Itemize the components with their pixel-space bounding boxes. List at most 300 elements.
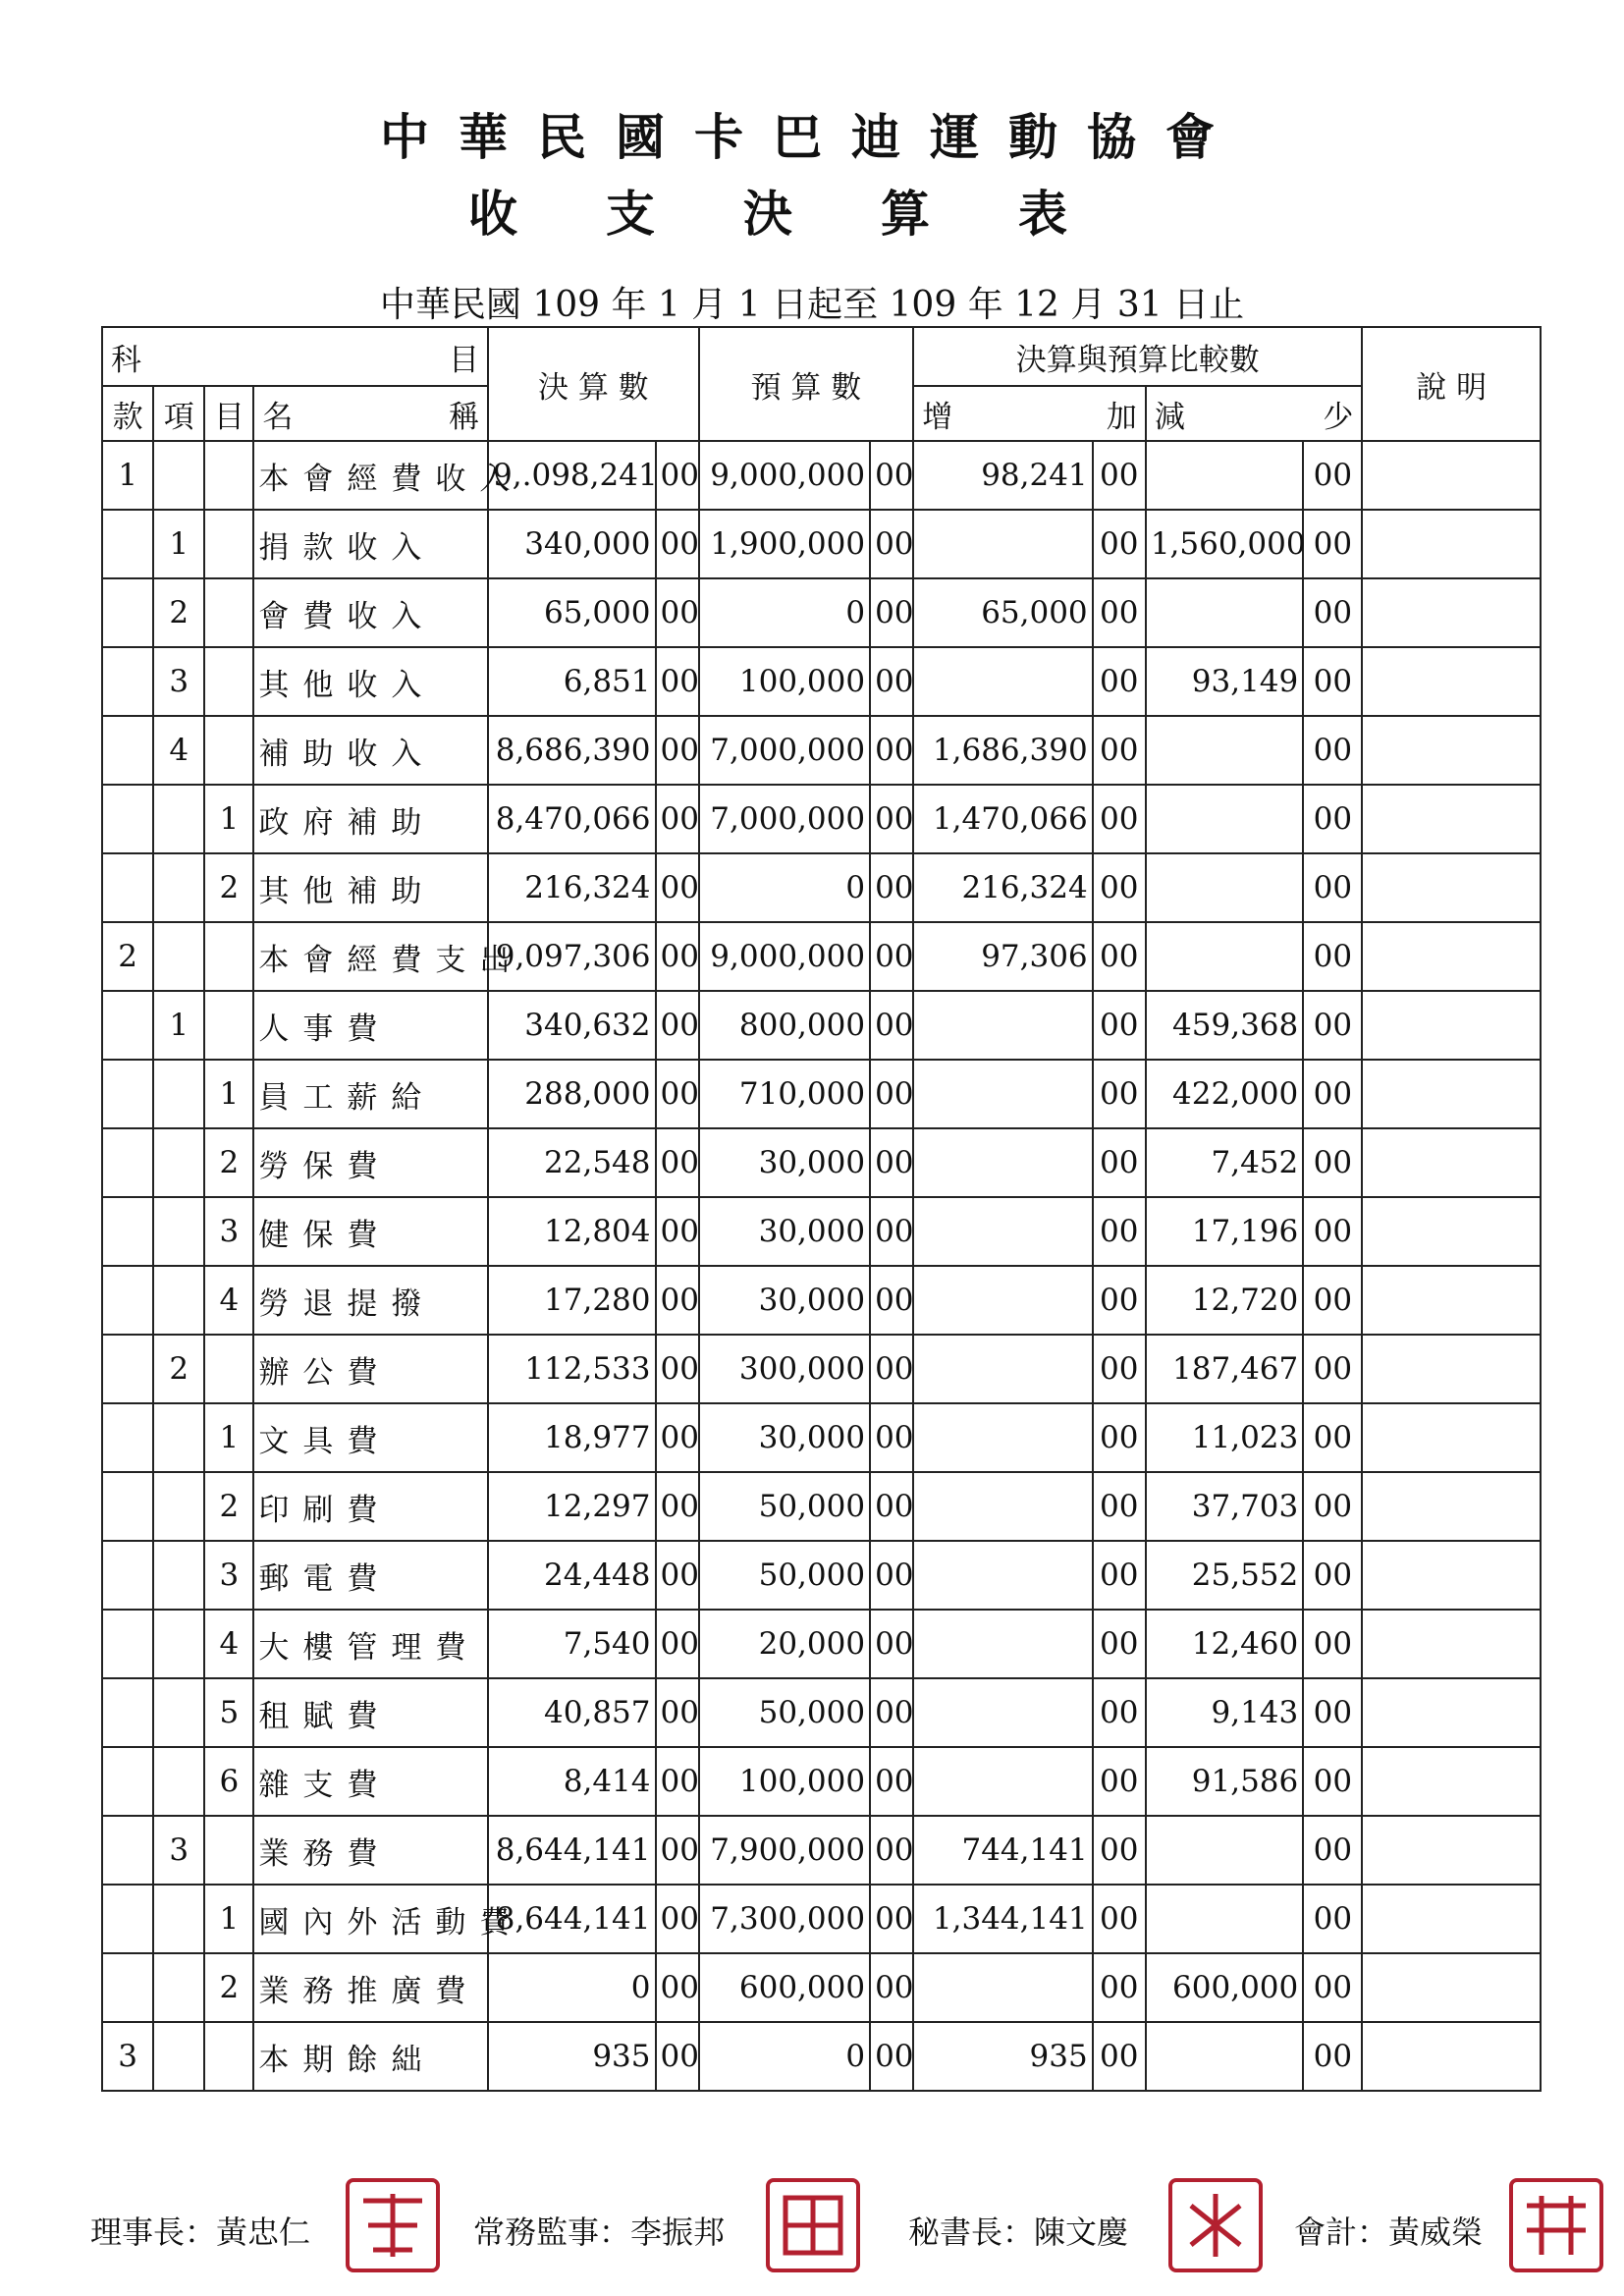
chairman-seal — [346, 2178, 440, 2272]
cell-decrease — [1146, 922, 1303, 991]
cell-xiang: 3 — [153, 647, 204, 716]
cell-kuan — [102, 1335, 153, 1403]
cell-kuan — [102, 1128, 153, 1197]
seal-glyph-icon — [774, 2186, 852, 2265]
cell-name: 郵電費 — [253, 1541, 488, 1610]
cell-mu — [204, 647, 253, 716]
cell-mu — [204, 716, 253, 785]
cell-mu — [204, 922, 253, 991]
cell-xiang — [153, 1266, 204, 1335]
cell-actual-dec: 00 — [656, 1610, 699, 1678]
cell-budget-dec: 00 — [870, 1335, 913, 1403]
table-row — [102, 1472, 1541, 1541]
cell-increase-dec: 00 — [1093, 510, 1146, 578]
cell-increase — [913, 647, 1092, 716]
cell-remark — [1362, 853, 1541, 922]
cell-increase — [913, 1060, 1092, 1128]
cell-decrease-dec: 00 — [1303, 1335, 1362, 1403]
cell-actual-dec: 00 — [656, 1747, 699, 1816]
table-row — [102, 510, 1541, 578]
cell-increase-dec: 00 — [1093, 1060, 1146, 1128]
cell-budget: 7,900,000 — [699, 1816, 870, 1885]
cell-decrease-dec: 00 — [1303, 1816, 1362, 1885]
cell-increase-dec: 00 — [1093, 441, 1146, 510]
cell-budget-dec: 00 — [870, 853, 913, 922]
cell-increase: 744,141 — [913, 1816, 1092, 1885]
cell-remark — [1362, 1816, 1541, 1885]
remarks-header: 說 明 — [1362, 327, 1541, 441]
cell-budget-dec: 00 — [870, 1472, 913, 1541]
cell-decrease: 37,703 — [1146, 1472, 1303, 1541]
cell-name: 會費收入 — [253, 578, 488, 647]
cell-actual: 0 — [488, 1953, 655, 2022]
cell-increase: 1,470,066 — [913, 785, 1092, 853]
cell-increase-dec: 00 — [1093, 1197, 1146, 1266]
cell-actual: 935 — [488, 2022, 655, 2091]
cell-mu: 5 — [204, 1678, 253, 1747]
seal-glyph-icon — [1517, 2186, 1596, 2265]
cell-actual-dec: 00 — [656, 647, 699, 716]
cell-actual-dec: 00 — [656, 1953, 699, 2022]
cell-increase — [913, 1403, 1092, 1472]
cell-mu: 6 — [204, 1747, 253, 1816]
cell-budget-dec: 00 — [870, 1816, 913, 1885]
cell-budget: 600,000 — [699, 1953, 870, 2022]
cell-decrease-dec: 00 — [1303, 510, 1362, 578]
cell-actual: 9,.098,241 — [488, 441, 655, 510]
table-row — [102, 1541, 1541, 1610]
kuan-header: 款 — [102, 386, 153, 441]
cell-actual-dec: 00 — [656, 1128, 699, 1197]
cell-actual-dec: 00 — [656, 1335, 699, 1403]
cell-actual: 17,280 — [488, 1266, 655, 1335]
cell-mu: 1 — [204, 1403, 253, 1472]
cell-name: 文具費 — [253, 1403, 488, 1472]
cell-decrease: 11,023 — [1146, 1403, 1303, 1472]
cell-kuan: 1 — [102, 441, 153, 510]
cell-remark — [1362, 922, 1541, 991]
table-row — [102, 1610, 1541, 1678]
cell-increase-dec: 00 — [1093, 1266, 1146, 1335]
cell-budget: 300,000 — [699, 1335, 870, 1403]
cell-increase — [913, 1678, 1092, 1747]
cell-increase-dec: 00 — [1093, 1816, 1146, 1885]
cell-increase-dec: 00 — [1093, 1128, 1146, 1197]
table-row — [102, 1197, 1541, 1266]
table-row — [102, 1816, 1541, 1885]
cell-budget-dec: 00 — [870, 1060, 913, 1128]
cell-name: 國內外活動費 — [253, 1885, 488, 1953]
cell-budget: 30,000 — [699, 1403, 870, 1472]
cell-kuan — [102, 1816, 153, 1885]
cell-decrease — [1146, 1885, 1303, 1953]
cell-mu — [204, 578, 253, 647]
cell-remark — [1362, 1747, 1541, 1816]
cell-mu: 1 — [204, 1885, 253, 1953]
cell-xiang — [153, 1060, 204, 1128]
cell-increase — [913, 510, 1092, 578]
cell-actual: 8,644,141 — [488, 1816, 655, 1885]
cell-increase-dec: 00 — [1093, 1610, 1146, 1678]
cell-actual: 8,470,066 — [488, 785, 655, 853]
cell-budget-dec: 00 — [870, 785, 913, 853]
cell-name: 辦公費 — [253, 1335, 488, 1403]
table-row — [102, 1060, 1541, 1128]
cell-kuan: 2 — [102, 922, 153, 991]
cell-increase — [913, 1472, 1092, 1541]
cell-budget-dec: 00 — [870, 922, 913, 991]
cell-actual-dec: 00 — [656, 785, 699, 853]
cell-actual-dec: 00 — [656, 853, 699, 922]
cell-increase-dec: 00 — [1093, 1885, 1146, 1953]
cell-xiang — [153, 2022, 204, 2091]
cell-kuan — [102, 991, 153, 1060]
cell-decrease-dec: 00 — [1303, 1885, 1362, 1953]
cell-remark — [1362, 441, 1541, 510]
cell-mu: 2 — [204, 853, 253, 922]
cell-remark — [1362, 1678, 1541, 1747]
cell-mu: 3 — [204, 1541, 253, 1610]
table-body — [102, 441, 1541, 2091]
cell-actual: 22,548 — [488, 1128, 655, 1197]
cell-budget: 0 — [699, 853, 870, 922]
cell-increase — [913, 1953, 1092, 2022]
cell-remark — [1362, 1472, 1541, 1541]
cell-mu: 1 — [204, 785, 253, 853]
cell-xiang — [153, 441, 204, 510]
document-subtitle: 收支決算表 — [468, 185, 1156, 243]
cell-remark — [1362, 785, 1541, 853]
cell-budget-dec: 00 — [870, 1610, 913, 1678]
cell-budget: 30,000 — [699, 1197, 870, 1266]
cell-actual-dec: 00 — [656, 1060, 699, 1128]
name-header: 名 稱 — [253, 386, 488, 441]
cell-decrease — [1146, 2022, 1303, 2091]
accountant-label: 會計：黃威榮 — [1294, 2214, 1484, 2251]
cell-increase — [913, 1128, 1092, 1197]
cell-decrease: 91,586 — [1146, 1747, 1303, 1816]
cell-budget-dec: 00 — [870, 1678, 913, 1747]
increase-header: 增 加 — [913, 386, 1146, 441]
table-row — [102, 2022, 1541, 2091]
cell-budget-dec: 00 — [870, 1747, 913, 1816]
cell-increase-dec: 00 — [1093, 1747, 1146, 1816]
subject-header: 科 目 — [102, 327, 488, 386]
cell-decrease-dec: 00 — [1303, 991, 1362, 1060]
cell-actual: 340,000 — [488, 510, 655, 578]
financial-table — [101, 326, 1542, 2092]
cell-increase — [913, 1541, 1092, 1610]
cell-decrease-dec: 00 — [1303, 578, 1362, 647]
cell-budget: 100,000 — [699, 647, 870, 716]
cell-actual-dec: 00 — [656, 716, 699, 785]
cell-name: 雜支費 — [253, 1747, 488, 1816]
cell-increase-dec: 00 — [1093, 1953, 1146, 2022]
cell-actual-dec: 00 — [656, 1885, 699, 1953]
cell-decrease-dec: 00 — [1303, 785, 1362, 853]
cell-remark — [1362, 716, 1541, 785]
cell-decrease-dec: 00 — [1303, 1128, 1362, 1197]
cell-budget: 50,000 — [699, 1541, 870, 1610]
decrease-header: 減 少 — [1146, 386, 1363, 441]
cell-actual-dec: 00 — [656, 1678, 699, 1747]
cell-mu — [204, 2022, 253, 2091]
cell-kuan — [102, 1266, 153, 1335]
cell-decrease — [1146, 1816, 1303, 1885]
cell-increase: 98,241 — [913, 441, 1092, 510]
cell-remark — [1362, 1541, 1541, 1610]
cell-mu — [204, 441, 253, 510]
cell-actual: 8,644,141 — [488, 1885, 655, 1953]
table-row — [102, 922, 1541, 991]
cell-budget-dec: 00 — [870, 578, 913, 647]
cell-decrease: 422,000 — [1146, 1060, 1303, 1128]
cell-actual-dec: 00 — [656, 441, 699, 510]
cell-actual: 18,977 — [488, 1403, 655, 1472]
cell-mu: 3 — [204, 1197, 253, 1266]
table-row — [102, 441, 1541, 510]
cell-decrease-dec: 00 — [1303, 1678, 1362, 1747]
cell-decrease: 17,196 — [1146, 1197, 1303, 1266]
cell-xiang: 2 — [153, 1335, 204, 1403]
cell-actual-dec: 00 — [656, 1816, 699, 1885]
cell-budget-dec: 00 — [870, 1953, 913, 2022]
cell-decrease: 12,720 — [1146, 1266, 1303, 1335]
cell-mu: 1 — [204, 1060, 253, 1128]
cell-increase-dec: 00 — [1093, 785, 1146, 853]
cell-actual-dec: 00 — [656, 991, 699, 1060]
cell-name: 補助收入 — [253, 716, 488, 785]
cell-increase — [913, 1266, 1092, 1335]
cell-mu — [204, 510, 253, 578]
cell-mu — [204, 991, 253, 1060]
table-row — [102, 1678, 1541, 1747]
signature-area — [0, 2170, 1624, 2278]
cell-kuan: 3 — [102, 2022, 153, 2091]
cell-actual: 12,804 — [488, 1197, 655, 1266]
table-row — [102, 1335, 1541, 1403]
cell-increase-dec: 00 — [1093, 991, 1146, 1060]
cell-decrease — [1146, 853, 1303, 922]
seal-glyph-icon — [1176, 2186, 1255, 2265]
cell-name: 員工薪給 — [253, 1060, 488, 1128]
cell-xiang — [153, 853, 204, 922]
cell-actual: 288,000 — [488, 1060, 655, 1128]
cell-xiang — [153, 1128, 204, 1197]
cell-name: 印刷費 — [253, 1472, 488, 1541]
cell-remark — [1362, 647, 1541, 716]
cell-name: 捐款收入 — [253, 510, 488, 578]
cell-increase-dec: 00 — [1093, 2022, 1146, 2091]
cell-actual: 112,533 — [488, 1335, 655, 1403]
cell-xiang — [153, 1885, 204, 1953]
cell-actual: 7,540 — [488, 1610, 655, 1678]
cell-kuan — [102, 1610, 153, 1678]
cell-budget: 0 — [699, 2022, 870, 2091]
cell-decrease-dec: 00 — [1303, 1197, 1362, 1266]
cell-actual-dec: 00 — [656, 1197, 699, 1266]
cell-budget: 9,000,000 — [699, 922, 870, 991]
cell-decrease-dec: 00 — [1303, 922, 1362, 991]
cell-xiang — [153, 1197, 204, 1266]
cell-name: 本會經費收入 — [253, 441, 488, 510]
cell-budget: 50,000 — [699, 1472, 870, 1541]
cell-name: 業務費 — [253, 1816, 488, 1885]
cell-xiang — [153, 1472, 204, 1541]
cell-decrease: 9,143 — [1146, 1678, 1303, 1747]
cell-budget-dec: 00 — [870, 1541, 913, 1610]
cell-kuan — [102, 647, 153, 716]
comparison-header: 決算與預算比較數 — [913, 327, 1362, 386]
cell-name: 勞保費 — [253, 1128, 488, 1197]
cell-actual-dec: 00 — [656, 922, 699, 991]
cell-decrease: 12,460 — [1146, 1610, 1303, 1678]
cell-increase-dec: 00 — [1093, 647, 1146, 716]
cell-xiang — [153, 1678, 204, 1747]
cell-name: 租賦費 — [253, 1678, 488, 1747]
cell-name: 本期餘絀 — [253, 2022, 488, 2091]
supervisor-seal — [766, 2178, 860, 2272]
budget-header: 預 算 數 — [699, 327, 914, 441]
cell-decrease-dec: 00 — [1303, 1541, 1362, 1610]
seal-glyph-icon — [353, 2186, 432, 2265]
table-row — [102, 991, 1541, 1060]
cell-budget: 7,000,000 — [699, 716, 870, 785]
cell-kuan — [102, 785, 153, 853]
cell-remark — [1362, 1403, 1541, 1472]
cell-decrease: 93,149 — [1146, 647, 1303, 716]
cell-actual-dec: 00 — [656, 1541, 699, 1610]
cell-kuan — [102, 510, 153, 578]
cell-remark — [1362, 510, 1541, 578]
cell-actual-dec: 00 — [656, 578, 699, 647]
secretary-label: 秘書長：陳文慶 — [908, 2214, 1129, 2251]
cell-decrease — [1146, 785, 1303, 853]
table-row — [102, 1953, 1541, 2022]
cell-name: 政府補助 — [253, 785, 488, 853]
cell-increase: 65,000 — [913, 578, 1092, 647]
cell-budget: 50,000 — [699, 1678, 870, 1747]
cell-decrease-dec: 00 — [1303, 441, 1362, 510]
cell-budget-dec: 00 — [870, 1197, 913, 1266]
report-period: 中華民國 109 年 1 月 1 日起至 109 年 12 月 31 日止 — [379, 285, 1245, 325]
cell-increase-dec: 00 — [1093, 716, 1146, 785]
table-row — [102, 578, 1541, 647]
cell-actual-dec: 00 — [656, 510, 699, 578]
cell-actual: 12,297 — [488, 1472, 655, 1541]
cell-decrease: 187,467 — [1146, 1335, 1303, 1403]
cell-kuan — [102, 1541, 153, 1610]
cell-remark — [1362, 991, 1541, 1060]
cell-actual-dec: 00 — [656, 1472, 699, 1541]
cell-budget: 7,000,000 — [699, 785, 870, 853]
cell-remark — [1362, 578, 1541, 647]
cell-mu: 2 — [204, 1128, 253, 1197]
cell-budget-dec: 00 — [870, 991, 913, 1060]
cell-budget: 1,900,000 — [699, 510, 870, 578]
cell-increase-dec: 00 — [1093, 1541, 1146, 1610]
cell-increase-dec: 00 — [1093, 853, 1146, 922]
cell-increase-dec: 00 — [1093, 578, 1146, 647]
cell-mu: 2 — [204, 1472, 253, 1541]
secretary-seal — [1168, 2178, 1263, 2272]
cell-xiang — [153, 1610, 204, 1678]
table-row — [102, 1266, 1541, 1335]
cell-budget-dec: 00 — [870, 716, 913, 785]
cell-xiang — [153, 1403, 204, 1472]
cell-kuan — [102, 1060, 153, 1128]
cell-remark — [1362, 1610, 1541, 1678]
cell-actual: 8,686,390 — [488, 716, 655, 785]
cell-budget: 20,000 — [699, 1610, 870, 1678]
cell-kuan — [102, 1472, 153, 1541]
cell-actual: 6,851 — [488, 647, 655, 716]
cell-mu: 4 — [204, 1610, 253, 1678]
cell-budget-dec: 00 — [870, 1403, 913, 1472]
cell-budget-dec: 00 — [870, 441, 913, 510]
cell-actual-dec: 00 — [656, 1266, 699, 1335]
cell-remark — [1362, 1060, 1541, 1128]
cell-actual: 40,857 — [488, 1678, 655, 1747]
cell-decrease-dec: 00 — [1303, 2022, 1362, 2091]
cell-decrease: 600,000 — [1146, 1953, 1303, 2022]
cell-kuan — [102, 1197, 153, 1266]
cell-budget: 0 — [699, 578, 870, 647]
cell-increase-dec: 00 — [1093, 1472, 1146, 1541]
cell-decrease-dec: 00 — [1303, 1953, 1362, 2022]
cell-decrease-dec: 00 — [1303, 1472, 1362, 1541]
cell-mu — [204, 1816, 253, 1885]
cell-budget-dec: 00 — [870, 510, 913, 578]
cell-budget-dec: 00 — [870, 1128, 913, 1197]
cell-budget-dec: 00 — [870, 647, 913, 716]
cell-kuan — [102, 716, 153, 785]
cell-increase — [913, 1747, 1092, 1816]
cell-decrease-dec: 00 — [1303, 1060, 1362, 1128]
cell-increase — [913, 1610, 1092, 1678]
cell-name: 本會經費支出 — [253, 922, 488, 991]
cell-xiang: 1 — [153, 991, 204, 1060]
cell-decrease — [1146, 716, 1303, 785]
cell-increase-dec: 00 — [1093, 922, 1146, 991]
cell-budget: 30,000 — [699, 1128, 870, 1197]
cell-actual: 216,324 — [488, 853, 655, 922]
cell-xiang — [153, 922, 204, 991]
cell-name: 其他補助 — [253, 853, 488, 922]
cell-actual: 340,632 — [488, 991, 655, 1060]
cell-decrease-dec: 00 — [1303, 1403, 1362, 1472]
cell-name: 大樓管理費 — [253, 1610, 488, 1678]
cell-kuan — [102, 1678, 153, 1747]
cell-budget-dec: 00 — [870, 1885, 913, 1953]
cell-budget: 7,300,000 — [699, 1885, 870, 1953]
cell-xiang: 1 — [153, 510, 204, 578]
table-row — [102, 1885, 1541, 1953]
cell-name: 人事費 — [253, 991, 488, 1060]
cell-decrease-dec: 00 — [1303, 1266, 1362, 1335]
cell-increase-dec: 00 — [1093, 1335, 1146, 1403]
cell-increase: 97,306 — [913, 922, 1092, 991]
cell-kuan — [102, 853, 153, 922]
cell-mu — [204, 1335, 253, 1403]
cell-increase: 1,686,390 — [913, 716, 1092, 785]
table-row — [102, 1747, 1541, 1816]
cell-remark — [1362, 1885, 1541, 1953]
cell-remark — [1362, 2022, 1541, 2091]
cell-actual: 8,414 — [488, 1747, 655, 1816]
table-row — [102, 647, 1541, 716]
cell-kuan — [102, 1403, 153, 1472]
